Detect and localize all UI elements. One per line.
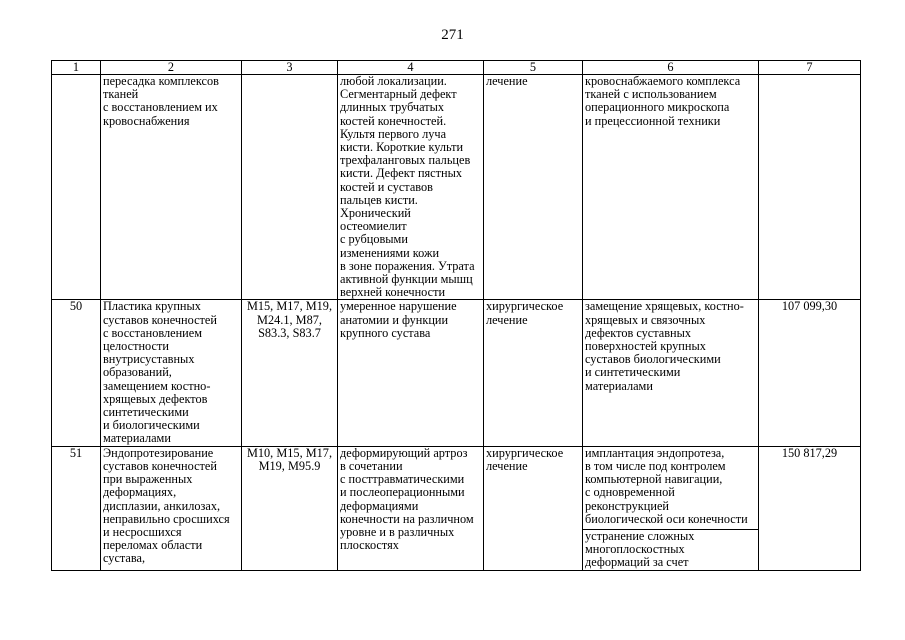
patient-model-line: остеомиелит [340, 219, 407, 234]
treatment-method-line: материалами [585, 378, 653, 393]
column-header: 2 [101, 61, 242, 75]
column-header: 7 [759, 61, 861, 75]
column-header: 1 [52, 61, 101, 75]
treatment-method-line: суставов биологическими [585, 352, 721, 367]
procedure-name-line: при выраженных [103, 472, 193, 487]
treatment-method-line: и прецессионной техники [585, 113, 721, 128]
treatment-method-line: дефектов суставных [585, 325, 692, 340]
column-header-row [52, 61, 861, 75]
patient-model-line: Хронический [340, 206, 411, 221]
table-row [52, 300, 861, 446]
patient-model-line: костей и суставов [340, 179, 433, 194]
patient-model-line: любой локализации. [340, 74, 447, 88]
procedure-name-line: и несросшихся [103, 524, 182, 539]
patient-model-line: анатомии и функции [340, 312, 449, 327]
procedure-name-line: суставов конечностей [103, 312, 217, 327]
treatment-type-line: хирургическое [486, 445, 564, 460]
patient-model-line: умеренное нарушение [340, 299, 457, 314]
cost-cell [759, 446, 861, 570]
patient-model-line: конечности на различном [340, 511, 474, 526]
column-header: 5 [484, 61, 583, 75]
treatment-method-line: хрящевых и связочных [585, 312, 706, 327]
procedure-name-cell [101, 75, 242, 300]
procedure-name-line: суставов конечностей [103, 458, 217, 473]
patient-model-cell [338, 75, 484, 300]
treatment-type-line: лечение [486, 458, 528, 473]
patient-model-line: Сегментарный дефект [340, 87, 457, 102]
procedure-name-line: Эндопротезирование [103, 445, 214, 460]
procedures-table [51, 60, 861, 571]
cost-value: 107 099,30 [781, 299, 838, 314]
treatment-method-line: деформаций за счет [585, 555, 689, 570]
row-number [52, 75, 101, 300]
diagnosis-code-line: M15, M17, M19, [246, 299, 333, 314]
treatment-method-line: кровоснабжаемого комплекса [585, 74, 741, 88]
treatment-method-line: компьютерной навигации, [585, 472, 723, 487]
column-header: 4 [338, 61, 484, 75]
diagnosis-code-line: M19, M95.9 [258, 458, 321, 473]
patient-model-line: плоскостях [340, 538, 399, 553]
procedure-name-line: кровоснабжения [103, 113, 190, 128]
procedure-name-line: переломах области [103, 538, 203, 553]
row-number [52, 446, 101, 570]
treatment-type-line: лечение [486, 74, 528, 88]
treatment-type-cell [484, 446, 583, 570]
procedure-name-cell [101, 446, 242, 570]
diagnosis-codes-cell [242, 446, 338, 570]
cost-value: 150 817,29 [781, 445, 838, 460]
patient-model-line: пальцев кисти. [340, 192, 418, 207]
treatment-method-line: поверхностей крупных [585, 339, 706, 354]
procedure-name-line: материалами [103, 431, 171, 446]
procedure-name-line: тканей [103, 87, 139, 102]
procedure-name-line: образований, [103, 365, 172, 380]
table-row [52, 446, 861, 570]
diagnosis-codes-cell [242, 300, 338, 446]
procedure-name-line: деформациях, [103, 485, 177, 500]
patient-model-line: с рубцовыми [340, 232, 408, 247]
treatment-method-line: и синтетическими [585, 365, 681, 380]
procedure-name-line: хрящевых дефектов [103, 391, 208, 406]
diagnosis-codes-cell [242, 75, 338, 300]
patient-model-line: с посттравматическими [340, 472, 465, 487]
patient-model-line: деформирующий артроз [340, 445, 468, 460]
cost-cell [759, 75, 861, 300]
treatment-method-subcell [583, 529, 758, 570]
treatment-method-line: многоплоскостных [585, 542, 685, 557]
row-number-text: 51 [69, 445, 83, 460]
patient-model-line: активной функции мышц [340, 272, 473, 287]
procedure-name-line: синтетическими [103, 405, 189, 420]
treatment-method-line: имплантация эндопротеза, [585, 445, 725, 460]
patient-model-line: деформациями [340, 498, 419, 513]
patient-model-line: уровне и в различных [340, 524, 455, 539]
procedure-name-line: дисплазии, анкилозах, [103, 498, 221, 513]
page-number: 271 [441, 27, 464, 43]
treatment-method-line: биологической оси конечности [585, 511, 748, 526]
patient-model-line: кисти. Короткие культи [340, 140, 464, 155]
row-number-text: 50 [69, 299, 83, 314]
patient-model-cell [338, 300, 484, 446]
treatment-type-cell [484, 300, 583, 446]
treatment-type-cell [484, 75, 583, 300]
procedure-name-line: и биологическими [103, 418, 200, 433]
treatment-type-line: хирургическое [486, 299, 564, 314]
treatment-method-line: в том числе под контролем [585, 458, 726, 473]
patient-model-line: костей конечностей. [340, 113, 447, 128]
patient-model-line: верхней конечности [340, 285, 446, 300]
treatment-method-line: тканей с использованием [585, 87, 717, 102]
column-header: 3 [242, 61, 338, 75]
treatment-method-cell [583, 75, 759, 300]
procedure-name-line: внутрисуставных [103, 352, 195, 367]
diagnosis-code-line: M10, M15, M17, [246, 445, 333, 460]
patient-model-line: трехфаланговых пальцев [340, 153, 471, 168]
patient-model-line: длинных трубчатых [340, 100, 445, 115]
patient-model-line: и послеоперационными [340, 485, 465, 500]
row-number [52, 300, 101, 446]
column-header: 6 [583, 61, 759, 75]
treatment-method-cell [583, 300, 759, 446]
diagnosis-code-line: S83.3, S83.7 [258, 325, 321, 340]
patient-model-line: крупного сустава [340, 325, 431, 340]
patient-model-cell [338, 446, 484, 570]
treatment-method-line: операционного микроскопа [585, 100, 730, 115]
procedure-name-line: Пластика крупных [103, 299, 201, 314]
cost-cell [759, 300, 861, 446]
procedure-name-cell [101, 300, 242, 446]
treatment-method-line: устранение сложных [585, 528, 695, 543]
patient-model-line: кисти. Дефект пястных [340, 166, 463, 181]
procedure-name-line: неправильно сросшихся [103, 511, 230, 526]
treatment-method-line: замещение хрящевых, костно- [585, 299, 744, 314]
patient-model-line: в зоне поражения. Утрата [340, 258, 475, 273]
procedure-name-line: целостности [103, 339, 169, 354]
table-row [52, 75, 861, 300]
patient-model-line: в сочетании [340, 458, 403, 473]
diagnosis-code-line: M24.1, M87, [257, 312, 322, 327]
treatment-method-line: с одновременной [585, 485, 675, 500]
treatment-type-line: лечение [486, 312, 528, 327]
procedure-name-line: пересадка комплексов [103, 74, 219, 88]
procedure-name-line: с восстановлением [103, 325, 202, 340]
patient-model-line: Культя первого луча [340, 126, 447, 141]
procedure-name-line: с восстановлением их [103, 100, 218, 115]
treatment-method-line: реконструкцией [585, 498, 669, 513]
treatment-method-cell [583, 446, 759, 570]
procedure-name-line: сустава, [103, 551, 146, 566]
procedure-name-line: замещением костно- [103, 378, 211, 393]
patient-model-line: изменениями кожи [340, 245, 440, 260]
